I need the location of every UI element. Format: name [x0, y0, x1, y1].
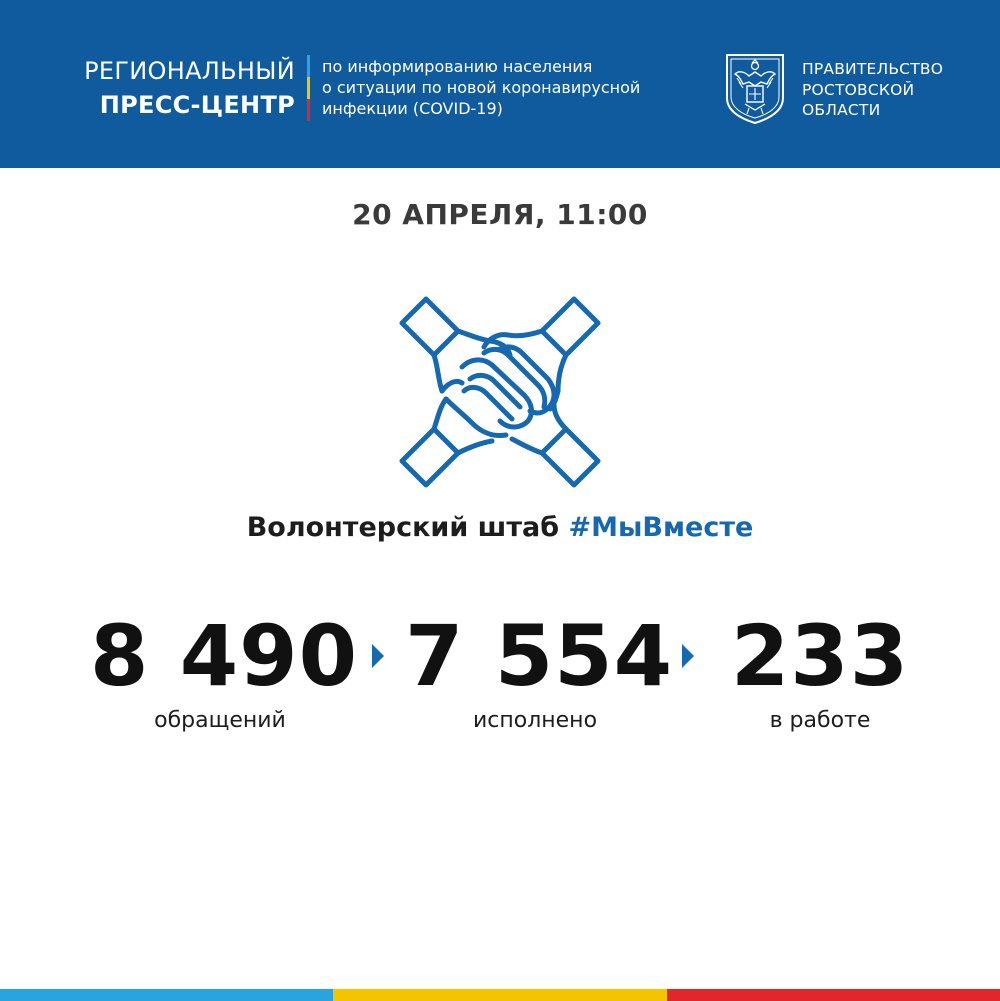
press-center-logo [84, 54, 295, 122]
government-line: ОБЛАСТИ [802, 101, 881, 119]
slogan-text: Волонтерский штаб [246, 512, 560, 543]
government-line: ПРАВИТЕЛЬСТВО [802, 60, 944, 78]
slogan-hashtag: #МыВместе [568, 512, 754, 543]
flag-stripe-yellow [307, 77, 310, 99]
description-line: по информированию населения [322, 57, 593, 76]
flag-bar-yellow [333, 989, 667, 1001]
hands-together-icon [398, 295, 602, 489]
flag-stripe-blue [307, 55, 310, 77]
government-line: РОСТОВСКОЙ [802, 80, 915, 99]
flag-stripe-red [307, 99, 310, 121]
description-line: инфекции (COVID-19) [322, 99, 503, 118]
stat-in-progress [705, 606, 935, 736]
stat-label: обращений [154, 708, 286, 733]
stat-value: 233 [730, 607, 910, 705]
coat-of-arms-icon [723, 52, 787, 126]
chevron-right-icon [371, 643, 385, 669]
government-title [802, 59, 943, 121]
stat-label: в работе [769, 708, 871, 733]
flag-divider [307, 55, 310, 121]
press-center-description [322, 56, 682, 119]
brand-line-2: ПРЕСС-ЦЕНТР [99, 91, 295, 119]
stat-value: 8 490 [90, 607, 359, 705]
stat-label: исполнено [472, 708, 598, 733]
stat-requests [90, 606, 359, 736]
stat-completed [405, 606, 674, 736]
report-date: 20 АПРЕЛЯ, 11:00 [352, 198, 648, 231]
description-line: о ситуации по новой коронавирусной [322, 78, 641, 97]
volunteer-headquarters-title [0, 512, 1000, 543]
flag-bar-red [667, 989, 1000, 1001]
flag-bar-blue [0, 989, 333, 1001]
header-banner [0, 0, 1000, 168]
flag-color-bar [0, 989, 1000, 1001]
stat-value: 7 554 [405, 607, 674, 705]
chevron-right-icon [681, 643, 695, 669]
brand-line-1: РЕГИОНАЛЬНЫЙ [84, 57, 295, 85]
